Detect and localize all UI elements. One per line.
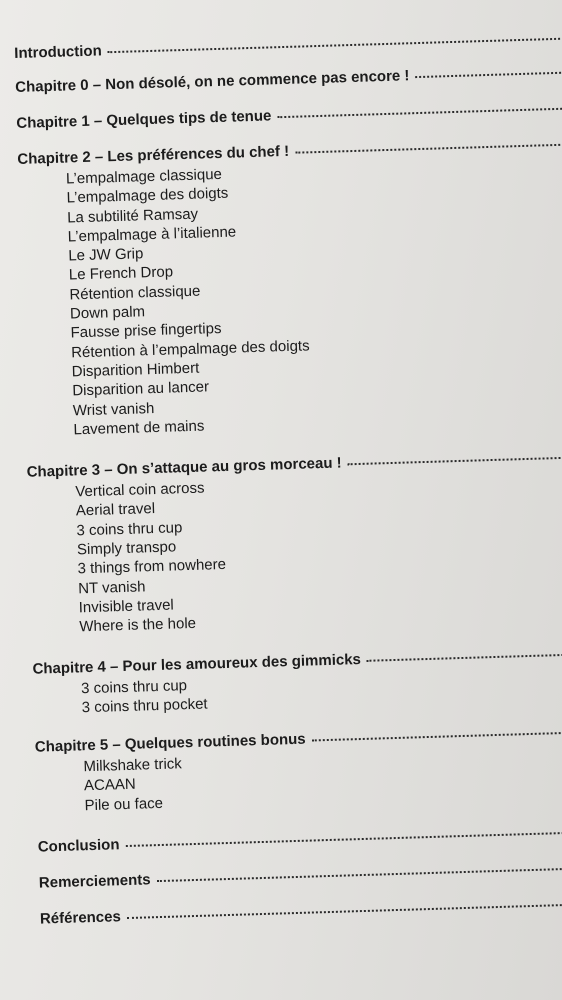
toc-sub-item: Le French Drop: [68, 263, 174, 284]
toc-sub-item: Disparition au lancer: [72, 378, 210, 400]
toc-sub-item: Fausse prise fingertips: [70, 320, 222, 342]
toc-entry-introduction: [14, 26, 562, 62]
toc-sub-item: L’empalmage des doigts: [66, 185, 229, 207]
dot-leader: [157, 865, 562, 882]
toc-sub-item: Le JW Grip: [68, 245, 144, 265]
toc-entry-title: Chapitre 3 – On s’attaque au gros morceau !: [26, 454, 342, 481]
toc-sub-item: La subtilité Ramsay: [66, 205, 199, 227]
toc-entry-title: Chapitre 1 – Quelques tips de tenue: [16, 107, 272, 132]
toc-entry-remerciements: [39, 856, 562, 892]
toc-sub-item: Aerial travel: [75, 500, 156, 520]
toc-sub-item: NT vanish: [77, 577, 146, 597]
dot-leader: [295, 141, 562, 153]
toc-entry-references: [40, 892, 562, 928]
toc-sub-item: Where is the hole: [79, 615, 197, 636]
dot-leader: [108, 35, 562, 53]
dot-leader: [127, 901, 562, 919]
toc-sub-item: Lavement de mains: [73, 417, 205, 439]
dot-leader: [415, 69, 562, 78]
toc-entry-title: Chapitre 0 – Non désolé, on ne commence pas encore !: [15, 67, 410, 96]
dot-leader: [348, 454, 562, 465]
toc-entry-title: Remerciements: [38, 871, 151, 892]
toc-sub-item: Pile ou face: [84, 794, 164, 814]
dot-leader: [277, 105, 562, 118]
toc-sub-item: Rétention classique: [69, 282, 201, 304]
toc-sub-item: Rétention à l’empalmage des doigts: [70, 337, 310, 362]
toc-sub-item: L’empalmage classique: [65, 165, 223, 188]
dot-leader: [125, 829, 562, 847]
toc-sub-item: Milkshake trick: [83, 755, 183, 776]
toc-entry-chapitre-0: [15, 60, 562, 96]
toc-entry-chapitre-1: [16, 96, 562, 132]
table-of-contents: [14, 26, 562, 928]
toc-sub-item: 3 coins thru cup: [80, 676, 188, 697]
toc-sub-item: Simply transpo: [76, 538, 177, 559]
toc-sub-item: 3 coins thru cup: [76, 518, 183, 540]
toc-entry-conclusion: [38, 820, 562, 856]
toc-entry-title: Chapitre 2 – Les préférences du chef !: [17, 142, 290, 168]
toc-sub-item: 3 coins thru pocket: [81, 695, 208, 717]
toc-entry-title: Introduction: [14, 42, 102, 62]
toc-sub-item: Wrist vanish: [72, 399, 155, 419]
dot-leader: [367, 651, 562, 662]
toc-entry-title: Conclusion: [37, 836, 120, 856]
toc-sub-item: Vertical coin across: [75, 479, 205, 501]
toc-sub-item: 3 things from nowhere: [77, 556, 227, 578]
chapitre-3-sections: [27, 466, 562, 638]
toc-sub-item: L’empalmage à l’italienne: [67, 223, 237, 246]
toc-entry-title: Références: [39, 908, 122, 928]
dot-leader: [312, 729, 562, 741]
toc-sub-item: Disparition Himbert: [71, 359, 200, 381]
toc-entry-title: Chapitre 4 – Pour les amoureux des gimmicks: [32, 650, 362, 678]
toc-sub-item: ACAAN: [83, 776, 136, 795]
toc-sub-item: Down palm: [69, 303, 146, 323]
chapitre-2-sections: [18, 153, 562, 441]
toc-entry-title: Chapitre 5 – Quelques routines bonus: [34, 730, 306, 756]
toc-sub-item: Invisible travel: [78, 596, 175, 617]
